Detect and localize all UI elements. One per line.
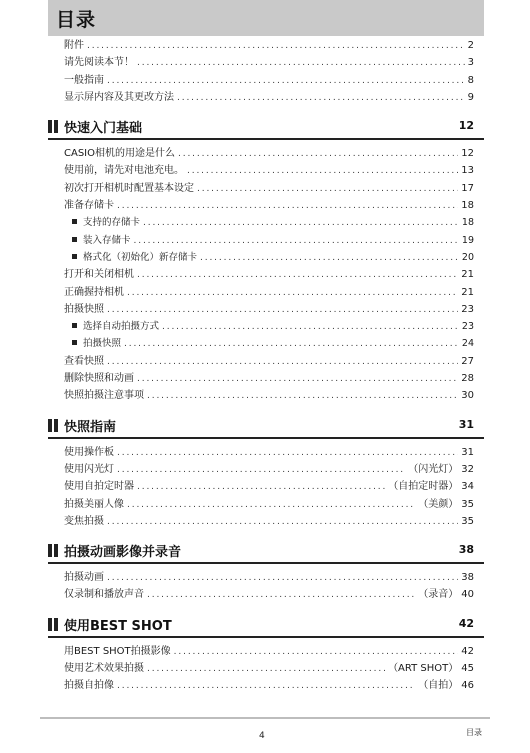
toc-entry[interactable]: [64, 478, 474, 495]
toc-entry[interactable]: [64, 496, 474, 513]
toc-entry[interactable]: [64, 569, 474, 586]
toc-entry[interactable]: [64, 387, 474, 404]
toc-entry-label: 拍摄美丽人像: [64, 498, 124, 510]
section-title: 拍摄动画影像并录音: [64, 545, 182, 561]
toc-entry[interactable]: [64, 660, 474, 677]
toc-entry-page: 21: [461, 286, 474, 298]
section-page: 38: [458, 543, 474, 557]
toc-entry-page: 34: [461, 481, 474, 493]
toc-entry[interactable]: [64, 461, 474, 478]
dot-leader: [107, 354, 458, 370]
section-entries: [48, 444, 484, 530]
toc-entry-label: 使用前，请先对电池充电。: [64, 165, 184, 177]
dot-leader: [107, 570, 458, 586]
toc-entry-suffix: （录音）: [418, 589, 459, 601]
toc-entry-label: 删除快照和动画: [64, 373, 134, 385]
square-bullet-icon: [72, 340, 77, 345]
dot-leader: [147, 388, 458, 404]
toc-entry-label: 支持的存储卡: [83, 217, 141, 229]
square-bullet-icon: [72, 237, 77, 242]
toc-entry-label: 拍摄快照: [64, 303, 104, 315]
section-marker-icon: [48, 544, 58, 557]
section-heading[interactable]: [48, 116, 484, 140]
toc-entry-page: 45: [461, 663, 474, 675]
toc-entry-page: 35: [461, 498, 474, 510]
toc-entry-label: 正确握持相机: [64, 286, 124, 298]
toc-entry-page: 38: [461, 572, 474, 584]
toc-subentry[interactable]: [64, 232, 474, 249]
toc-entry[interactable]: [64, 162, 474, 179]
toc-entry[interactable]: [64, 37, 474, 54]
section-page: 12: [458, 119, 474, 133]
toc-entry-label: 请先阅读本节！: [64, 57, 134, 69]
toc-entry[interactable]: [64, 301, 474, 318]
footer-section-tag: 目录: [466, 728, 482, 737]
toc-entry-label: 使用艺术效果拍摄: [64, 663, 144, 675]
toc-entry-page: 24: [461, 338, 474, 350]
toc-subentry[interactable]: [64, 318, 474, 335]
dot-leader: [143, 215, 459, 231]
section-page: 31: [458, 417, 474, 431]
toc-subentry[interactable]: [64, 335, 474, 352]
toc-entry[interactable]: [64, 513, 474, 530]
dot-leader: [200, 250, 459, 266]
section-title: 快照指南: [64, 419, 117, 435]
dot-leader: [177, 90, 465, 106]
dot-leader: [117, 445, 458, 461]
toc-entry-page: 42: [461, 645, 474, 657]
toc-entry-label: 准备存储卡: [64, 200, 114, 212]
toc-entry-page: 30: [461, 390, 474, 402]
toc-entry-page: 3: [467, 57, 474, 69]
dot-leader: [147, 661, 385, 677]
toc-entry[interactable]: [64, 677, 474, 694]
toc-entry-label: 使用自拍定时器: [64, 481, 134, 493]
table-of-contents: [48, 37, 484, 695]
toc-entry-label: 使用操作板: [64, 446, 114, 458]
toc-entry-page: 13: [461, 165, 474, 177]
toc-entry-label: 选择自动拍摄方式: [83, 321, 160, 333]
page-title: 目录: [56, 9, 97, 31]
dot-leader: [137, 371, 458, 387]
toc-entry[interactable]: [64, 72, 474, 89]
toc-entry-page: 8: [467, 74, 474, 86]
dot-leader: [174, 644, 459, 660]
dot-leader: [124, 336, 459, 352]
toc-entry-page: 21: [461, 269, 474, 281]
dot-leader: [87, 38, 465, 54]
square-bullet-icon: [72, 219, 77, 224]
toc-entry[interactable]: [64, 353, 474, 370]
toc-entry-page: 28: [461, 373, 474, 385]
toc-entry-label: 拍摄动画: [64, 572, 104, 584]
footer-page-number: 4: [259, 731, 265, 741]
toc-entry-label: 仅录制和播放声音: [64, 589, 144, 601]
dot-leader: [197, 181, 458, 197]
toc-entry-page: 12: [461, 148, 474, 160]
dot-leader: [137, 267, 458, 283]
intro-entries: [48, 37, 484, 106]
dot-leader: [107, 73, 465, 89]
toc-entry-label: CASIO相机的用途是什么: [64, 148, 175, 160]
dot-leader: [117, 198, 458, 214]
toc-entry[interactable]: [64, 284, 474, 301]
toc-entry-page: 20: [461, 251, 474, 263]
toc-entry-suffix: （自拍定时器）: [388, 481, 459, 493]
toc-entry[interactable]: [64, 180, 474, 197]
toc-entry-page: 31: [461, 446, 474, 458]
dot-leader: [107, 514, 458, 530]
toc-entry-page: 27: [461, 355, 474, 367]
section-heading[interactable]: [48, 614, 484, 638]
title-bar: [48, 0, 484, 36]
toc-entry-label: 查看快照: [64, 355, 104, 367]
square-bullet-icon: [72, 323, 77, 328]
toc-entry-label: 快照拍摄注意事项: [64, 390, 144, 402]
toc-entry-label: 装入存储卡: [83, 234, 131, 246]
toc-entry-page: 18: [461, 217, 474, 229]
section-marker-icon: [48, 120, 58, 133]
section-marker-icon: [48, 419, 58, 432]
dot-leader: [187, 163, 458, 179]
toc-subentry[interactable]: [64, 214, 474, 231]
section-heading[interactable]: [48, 540, 484, 564]
toc-entry-page: 2: [467, 40, 474, 51]
toc-entry-page: 23: [461, 303, 474, 315]
toc-entry-page: 18: [461, 200, 474, 212]
toc-entry-label: 打开和关闭相机: [64, 269, 134, 281]
toc-entry-page: 23: [461, 321, 474, 333]
toc-entry[interactable]: [64, 54, 474, 71]
toc-entry-page: 46: [461, 680, 474, 692]
toc-entry-label: 拍摄自拍像: [64, 680, 114, 692]
toc-entry-page: 19: [461, 234, 474, 246]
dot-leader: [137, 479, 385, 495]
toc-entry-page: 32: [461, 463, 474, 475]
dot-leader: [162, 319, 459, 335]
toc-entry[interactable]: [64, 89, 474, 106]
section-entries: [48, 145, 484, 404]
toc-entry-page: 40: [461, 589, 474, 601]
toc-entry[interactable]: [64, 586, 474, 603]
section-title: 使用BEST SHOT: [64, 618, 172, 634]
dot-leader: [117, 678, 415, 694]
toc-entry-label: 显示屏内容及其更改方法: [64, 91, 174, 103]
section-title: 快速入门基础: [64, 121, 143, 137]
section-marker-icon: [48, 618, 58, 631]
square-bullet-icon: [72, 254, 77, 259]
toc-entry[interactable]: [64, 643, 474, 660]
toc-entry[interactable]: [64, 266, 474, 283]
toc-entry[interactable]: [64, 197, 474, 214]
footer-divider: [40, 717, 490, 719]
toc-entry-suffix: （美颜）: [418, 498, 459, 510]
toc-entry-suffix: （ART SHOT）: [388, 663, 459, 675]
dot-leader: [147, 587, 415, 603]
dot-leader: [127, 285, 458, 301]
toc-entry-label: 一般指南: [64, 74, 104, 86]
toc-entry-label: 初次打开相机时配置基本设定: [64, 182, 194, 194]
toc-entry-label: 变焦拍摄: [64, 515, 104, 527]
toc-entry-label: 用BEST SHOT拍摄影像: [64, 645, 171, 657]
dot-leader: [117, 462, 405, 478]
dot-leader: [107, 302, 458, 318]
toc-entry-suffix: （自拍）: [418, 680, 459, 692]
dot-leader: [178, 146, 458, 162]
toc-entry-label: 格式化（初始化）新存储卡: [83, 251, 198, 263]
section-entries: [48, 569, 484, 604]
toc-entry-page: 35: [461, 515, 474, 527]
section-page: 42: [458, 616, 474, 630]
toc-entry[interactable]: [64, 145, 474, 162]
toc-entry-page: 17: [461, 182, 474, 194]
toc-entry-suffix: （闪光灯）: [408, 463, 459, 475]
dot-leader: [137, 55, 465, 71]
dot-leader: [127, 497, 415, 513]
toc-subentry[interactable]: [64, 249, 474, 266]
toc-entry[interactable]: [64, 370, 474, 387]
section-entries: [48, 643, 484, 695]
toc-entry-page: 9: [467, 91, 474, 103]
section-heading[interactable]: [48, 415, 484, 439]
toc-entry-label: 拍摄快照: [83, 338, 122, 350]
toc-entry-label: 使用闪光灯: [64, 463, 114, 475]
dot-leader: [134, 233, 459, 249]
toc-entry[interactable]: [64, 444, 474, 461]
toc-entry-label: 附件: [64, 40, 84, 51]
